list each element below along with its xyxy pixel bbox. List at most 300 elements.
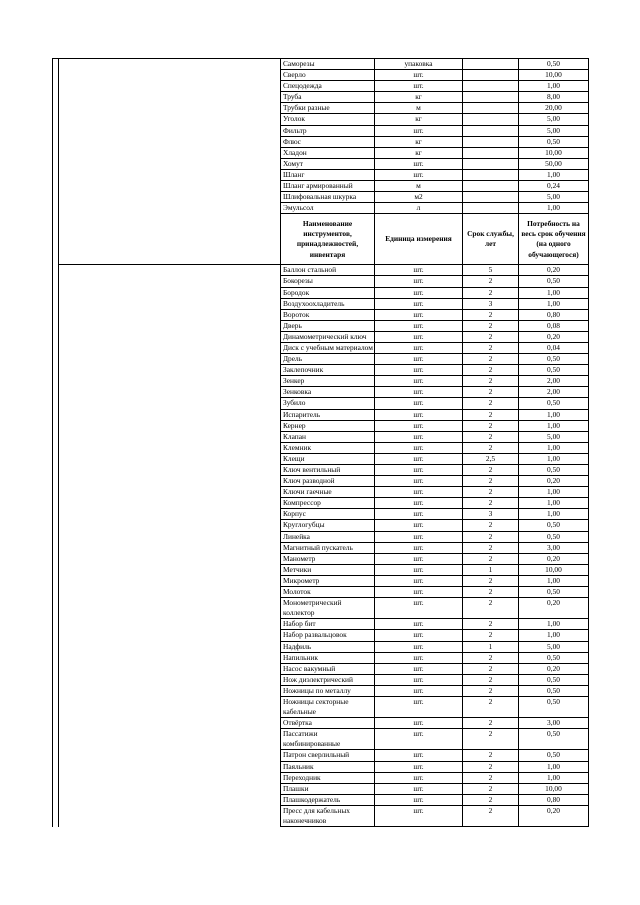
item-name: Манометр [281, 553, 375, 564]
item-quantity: 0,50 [519, 276, 589, 287]
item-service-life: 2,5 [463, 453, 519, 464]
item-unit: упаковка [375, 59, 463, 70]
spacer-cell [59, 598, 281, 619]
item-name: Надфиль [281, 641, 375, 652]
item-quantity: 5,00 [519, 125, 589, 136]
item-service-life: 2 [463, 498, 519, 509]
item-name: Молоток [281, 587, 375, 598]
item-name: Зенковка [281, 387, 375, 398]
table-row [53, 158, 589, 169]
item-unit: шт. [375, 70, 463, 81]
item-unit: шт. [375, 750, 463, 761]
item-name: Линейка [281, 531, 375, 542]
item-service-life: 2 [463, 487, 519, 498]
table-row [53, 103, 589, 114]
item-name: Насос вакумный [281, 663, 375, 674]
item-service-life: 2 [463, 398, 519, 409]
table-header-row [53, 214, 589, 265]
item-service-life [463, 136, 519, 147]
item-quantity: 5,00 [519, 641, 589, 652]
item-service-life [463, 59, 519, 70]
item-quantity: 0,50 [519, 354, 589, 365]
table-body [53, 59, 589, 827]
table-row [53, 287, 589, 298]
item-service-life: 2 [463, 772, 519, 783]
item-name: Дверь [281, 320, 375, 331]
spacer-cell [59, 453, 281, 464]
item-name: Воздухоохладитель [281, 298, 375, 309]
header-qty: Потребность на весь срок обучения (на одного обучающегося) [519, 214, 589, 265]
table-row [53, 320, 589, 331]
item-unit: м2 [375, 192, 463, 203]
spacer-cell [59, 465, 281, 476]
table-row [53, 564, 589, 575]
table-row [53, 114, 589, 125]
item-unit: шт. [375, 805, 463, 826]
item-quantity: 0,50 [519, 531, 589, 542]
item-name: Шланг [281, 169, 375, 180]
table-row [53, 729, 589, 750]
item-service-life: 2 [463, 542, 519, 553]
table-row [53, 652, 589, 663]
item-quantity: 1,00 [519, 287, 589, 298]
item-service-life: 2 [463, 276, 519, 287]
item-quantity: 0,50 [519, 59, 589, 70]
spacer-cell [59, 309, 281, 320]
table-row [53, 465, 589, 476]
item-unit: кг [375, 92, 463, 103]
item-service-life [463, 125, 519, 136]
item-quantity: 0,20 [519, 598, 589, 619]
item-unit: шт. [375, 287, 463, 298]
spacer-cell [59, 420, 281, 431]
item-name: Монометрический коллектор [281, 598, 375, 619]
item-quantity: 0,50 [519, 465, 589, 476]
spacer-cell [59, 181, 281, 192]
item-unit: шт. [375, 783, 463, 794]
table-row [53, 59, 589, 70]
item-name: Динамометрический ключ [281, 331, 375, 342]
item-name: Бородок [281, 287, 375, 298]
spacer-cell [59, 553, 281, 564]
spacer-cell [59, 409, 281, 420]
item-unit: шт. [375, 453, 463, 464]
table-row [53, 298, 589, 309]
header-life: Срок службы, лет [463, 214, 519, 265]
item-name: Бокорезы [281, 276, 375, 287]
item-service-life: 2 [463, 431, 519, 442]
table-row [53, 696, 589, 717]
item-quantity: 0,20 [519, 805, 589, 826]
item-quantity: 10,00 [519, 564, 589, 575]
item-name: Ключ разводной [281, 476, 375, 487]
item-unit: шт. [375, 81, 463, 92]
item-service-life [463, 181, 519, 192]
spacer-cell [59, 431, 281, 442]
item-name: Микрометр [281, 575, 375, 586]
item-unit: шт. [375, 376, 463, 387]
item-quantity: 20,00 [519, 103, 589, 114]
item-unit: шт. [375, 465, 463, 476]
table-row [53, 718, 589, 729]
item-name: Баллон стальной [281, 265, 375, 276]
item-service-life: 2 [463, 354, 519, 365]
spacer-cell [59, 158, 281, 169]
item-service-life: 3 [463, 509, 519, 520]
spacer-cell [59, 147, 281, 158]
document-page [52, 58, 588, 827]
item-name: Магнитный пускатель [281, 542, 375, 553]
item-quantity: 0,08 [519, 320, 589, 331]
table-row [53, 553, 589, 564]
item-quantity: 1,00 [519, 498, 589, 509]
table-row [53, 92, 589, 103]
item-unit: шт. [375, 531, 463, 542]
item-quantity: 1,00 [519, 761, 589, 772]
table-row [53, 498, 589, 509]
item-service-life: 2 [463, 476, 519, 487]
item-name: Нож диэлектрический [281, 674, 375, 685]
spacer-cell [59, 114, 281, 125]
spacer-cell [59, 287, 281, 298]
spacer-cell [59, 761, 281, 772]
table-row [53, 147, 589, 158]
item-quantity: 1,00 [519, 619, 589, 630]
spacer-cell [59, 203, 281, 214]
item-name: Зубило [281, 398, 375, 409]
table-row [53, 476, 589, 487]
spacer-cell [59, 542, 281, 553]
item-name: Вороток [281, 309, 375, 320]
spacer-cell [59, 531, 281, 542]
item-quantity: 1,00 [519, 203, 589, 214]
item-name: Клемник [281, 442, 375, 453]
item-unit: шт. [375, 718, 463, 729]
item-quantity: 1,00 [519, 575, 589, 586]
item-quantity: 0,50 [519, 696, 589, 717]
item-service-life: 2 [463, 365, 519, 376]
table-row [53, 431, 589, 442]
item-unit: шт. [375, 587, 463, 598]
item-unit: шт. [375, 298, 463, 309]
item-quantity: 5,00 [519, 192, 589, 203]
spacer-cell [59, 674, 281, 685]
item-name: Зенкер [281, 376, 375, 387]
item-quantity: 1,00 [519, 409, 589, 420]
table-row [53, 619, 589, 630]
item-service-life: 2 [463, 783, 519, 794]
table-row [53, 520, 589, 531]
item-quantity: 10,00 [519, 70, 589, 81]
item-service-life: 2 [463, 729, 519, 750]
item-service-life: 2 [463, 794, 519, 805]
item-quantity: 8,00 [519, 92, 589, 103]
spacer-cell [59, 509, 281, 520]
table-row [53, 674, 589, 685]
table-row [53, 442, 589, 453]
table-row [53, 70, 589, 81]
spacer-cell [59, 387, 281, 398]
item-quantity: 0,80 [519, 794, 589, 805]
table-row [53, 575, 589, 586]
header-unit: Единица измерения [375, 214, 463, 265]
item-quantity: 1,00 [519, 169, 589, 180]
item-unit: кг [375, 147, 463, 158]
table-row [53, 387, 589, 398]
spacer-cell [59, 442, 281, 453]
item-unit: шт. [375, 420, 463, 431]
item-unit: шт. [375, 630, 463, 641]
item-quantity: 0,04 [519, 342, 589, 353]
item-service-life: 2 [463, 553, 519, 564]
item-name: Ножницы по металлу [281, 685, 375, 696]
item-quantity: 0,50 [519, 587, 589, 598]
table-row [53, 169, 589, 180]
table-row [53, 331, 589, 342]
item-unit: шт. [375, 387, 463, 398]
item-quantity: 0,50 [519, 729, 589, 750]
item-unit: шт. [375, 309, 463, 320]
item-quantity: 1,00 [519, 298, 589, 309]
table-row [53, 192, 589, 203]
table-row [53, 750, 589, 761]
item-name: Плашки [281, 783, 375, 794]
item-name: Ключ вентильный [281, 465, 375, 476]
table-row [53, 453, 589, 464]
item-unit: м [375, 181, 463, 192]
item-unit: кг [375, 114, 463, 125]
item-unit: шт. [375, 652, 463, 663]
item-service-life: 2 [463, 587, 519, 598]
item-unit: шт. [375, 794, 463, 805]
table-row [53, 509, 589, 520]
spacer-cell [59, 136, 281, 147]
item-service-life: 2 [463, 342, 519, 353]
item-service-life [463, 103, 519, 114]
table-row [53, 641, 589, 652]
item-service-life: 2 [463, 805, 519, 826]
table-row [53, 376, 589, 387]
table-row [53, 542, 589, 553]
spacer-cell [59, 265, 281, 276]
item-unit: шт. [375, 476, 463, 487]
item-name: Набор бит [281, 619, 375, 630]
table-row [53, 136, 589, 147]
item-quantity: 1,00 [519, 630, 589, 641]
table-row [53, 181, 589, 192]
item-name: Уголок [281, 114, 375, 125]
item-name: Хладон [281, 147, 375, 158]
item-name: Клапан [281, 431, 375, 442]
item-unit: м [375, 103, 463, 114]
item-service-life: 2 [463, 685, 519, 696]
item-service-life: 2 [463, 750, 519, 761]
item-service-life [463, 203, 519, 214]
item-unit: шт. [375, 674, 463, 685]
item-quantity: 1,00 [519, 442, 589, 453]
item-unit: шт. [375, 761, 463, 772]
item-quantity: 0,50 [519, 685, 589, 696]
spacer-cell [59, 192, 281, 203]
item-quantity: 0,50 [519, 652, 589, 663]
item-unit: л [375, 203, 463, 214]
item-service-life: 2 [463, 331, 519, 342]
item-name: Шлифовальная шкурка [281, 192, 375, 203]
table-row [53, 531, 589, 542]
table-row [53, 409, 589, 420]
item-name: Пресс для кабельных наконечников [281, 805, 375, 826]
item-unit: шт. [375, 398, 463, 409]
item-name: Ножницы секторные кабельные [281, 696, 375, 717]
table-row [53, 365, 589, 376]
item-service-life: 2 [463, 376, 519, 387]
item-name: Сверло [281, 70, 375, 81]
spacer-cell [59, 685, 281, 696]
spacer-cell [59, 125, 281, 136]
spacer-cell [59, 59, 281, 70]
table-row [53, 772, 589, 783]
item-quantity: 0,20 [519, 663, 589, 674]
table-row [53, 342, 589, 353]
item-service-life: 2 [463, 598, 519, 619]
item-quantity: 1,00 [519, 420, 589, 431]
table-row [53, 587, 589, 598]
header-name: Наименование инструментов, принадлежностей, инвентаря [281, 214, 375, 265]
item-quantity: 2,00 [519, 376, 589, 387]
item-service-life: 2 [463, 531, 519, 542]
item-service-life: 2 [463, 674, 519, 685]
item-quantity: 0,20 [519, 476, 589, 487]
item-quantity: 1,00 [519, 81, 589, 92]
table-row [53, 663, 589, 674]
item-service-life: 2 [463, 520, 519, 531]
item-unit: шт. [375, 320, 463, 331]
item-unit: шт. [375, 772, 463, 783]
item-service-life [463, 114, 519, 125]
item-name: Напильник [281, 652, 375, 663]
item-unit: шт. [375, 520, 463, 531]
item-service-life [463, 192, 519, 203]
equipment-table [52, 58, 589, 827]
item-unit: шт. [375, 169, 463, 180]
item-quantity: 0,20 [519, 331, 589, 342]
item-unit: шт. [375, 498, 463, 509]
item-unit: шт. [375, 409, 463, 420]
item-unit: шт. [375, 158, 463, 169]
item-service-life: 2 [463, 409, 519, 420]
item-name: Корпус [281, 509, 375, 520]
item-name: Хомут [281, 158, 375, 169]
item-name: Метчики [281, 564, 375, 575]
spacer-cell [59, 805, 281, 826]
table-row [53, 783, 589, 794]
item-quantity: 0,24 [519, 181, 589, 192]
spacer-cell [59, 331, 281, 342]
item-service-life: 1 [463, 641, 519, 652]
table-row [53, 794, 589, 805]
item-name: Пассатижи комбинированные [281, 729, 375, 750]
item-name: Патрон сверлильный [281, 750, 375, 761]
table-row [53, 265, 589, 276]
spacer-cell [59, 476, 281, 487]
item-quantity: 3,00 [519, 542, 589, 553]
spacer-cell [59, 663, 281, 674]
item-unit: шт. [375, 331, 463, 342]
item-quantity: 0,50 [519, 520, 589, 531]
item-service-life [463, 158, 519, 169]
item-quantity: 1,00 [519, 772, 589, 783]
table-row [53, 398, 589, 409]
item-unit: шт. [375, 598, 463, 619]
spacer-cell [59, 794, 281, 805]
item-quantity: 1,00 [519, 487, 589, 498]
item-name: Флюс [281, 136, 375, 147]
item-quantity: 1,00 [519, 509, 589, 520]
item-quantity: 1,00 [519, 453, 589, 464]
item-service-life: 2 [463, 320, 519, 331]
spacer-cell [59, 320, 281, 331]
item-service-life: 2 [463, 652, 519, 663]
spacer-cell [59, 169, 281, 180]
item-name: Шланг армированный [281, 181, 375, 192]
item-unit: шт. [375, 696, 463, 717]
item-quantity: 3,00 [519, 718, 589, 729]
spacer-cell [59, 398, 281, 409]
spacer-cell [59, 498, 281, 509]
item-name: Эмульсол [281, 203, 375, 214]
item-service-life: 2 [463, 309, 519, 320]
table-row [53, 630, 589, 641]
item-unit: шт. [375, 354, 463, 365]
table-row [53, 598, 589, 619]
item-quantity: 5,00 [519, 114, 589, 125]
item-quantity: 0,50 [519, 365, 589, 376]
item-unit: шт. [375, 125, 463, 136]
table-row [53, 203, 589, 214]
item-service-life: 2 [463, 619, 519, 630]
item-service-life: 2 [463, 420, 519, 431]
item-name: Фильтр [281, 125, 375, 136]
item-name: Ключи гаечные [281, 487, 375, 498]
spacer-cell [59, 487, 281, 498]
item-unit: шт. [375, 509, 463, 520]
spacer-cell [59, 92, 281, 103]
table-row [53, 125, 589, 136]
table-row [53, 81, 589, 92]
item-name: Трубки разные [281, 103, 375, 114]
spacer-cell [59, 619, 281, 630]
item-service-life: 2 [463, 387, 519, 398]
table-row [53, 354, 589, 365]
spacer-cell [59, 652, 281, 663]
item-name: Паяльник [281, 761, 375, 772]
item-unit: шт. [375, 663, 463, 674]
item-unit: шт. [375, 365, 463, 376]
item-quantity: 0,20 [519, 553, 589, 564]
spacer-cell [59, 564, 281, 575]
item-quantity: 0,50 [519, 750, 589, 761]
item-name: Переходник [281, 772, 375, 783]
table-row [53, 420, 589, 431]
table-row [53, 805, 589, 826]
item-service-life [463, 147, 519, 158]
table-row [53, 309, 589, 320]
spacer-cell [59, 276, 281, 287]
item-quantity: 0,50 [519, 674, 589, 685]
item-service-life [463, 70, 519, 81]
item-name: Заклепочник [281, 365, 375, 376]
item-service-life: 2 [463, 696, 519, 717]
